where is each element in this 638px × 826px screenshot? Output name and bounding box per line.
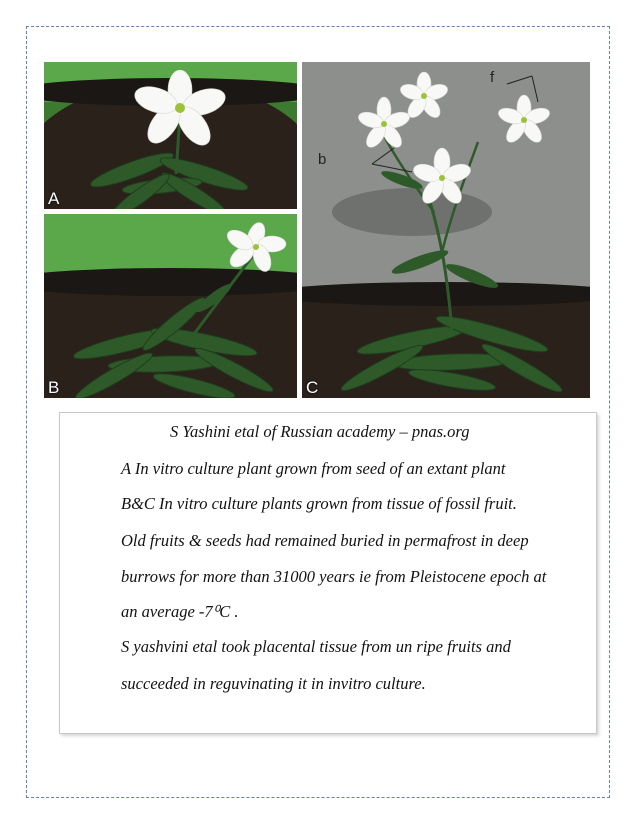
callout-label-b: b (318, 151, 327, 168)
plant-photo-c (302, 62, 590, 398)
panel-label-a: A (48, 189, 60, 208)
caption-line: A In vitro culture plant grown from seed of an extant plant (121, 459, 506, 478)
panel-label-b: B (48, 378, 60, 397)
caption-title: S Yashini etal of Russian academy – pnas.org (170, 422, 470, 441)
caption-line: an average -7⁰C . (121, 602, 239, 621)
photo-panel-c (302, 62, 590, 398)
plant-photo-b (44, 214, 297, 398)
photo-panel-a (44, 62, 297, 209)
caption-line: S yashvini etal took placental tissue from un ripe fruits and (121, 637, 511, 656)
caption-line: succeeded in reguvinating it in invitro culture. (121, 674, 426, 693)
caption-line: Old fruits & seeds had remained buried in permafrost in deep (121, 531, 529, 550)
panel-label-c: C (306, 378, 319, 397)
callout-label-f: f (490, 69, 495, 86)
plant-photo-a (44, 62, 297, 209)
caption-line: B&C In vitro culture plants grown from tissue of fossil fruit. (121, 494, 517, 513)
figure (44, 62, 590, 398)
photo-panel-b (44, 214, 297, 398)
caption-line: burrows for more than 31000 years ie from Pleistocene epoch at (121, 567, 547, 586)
